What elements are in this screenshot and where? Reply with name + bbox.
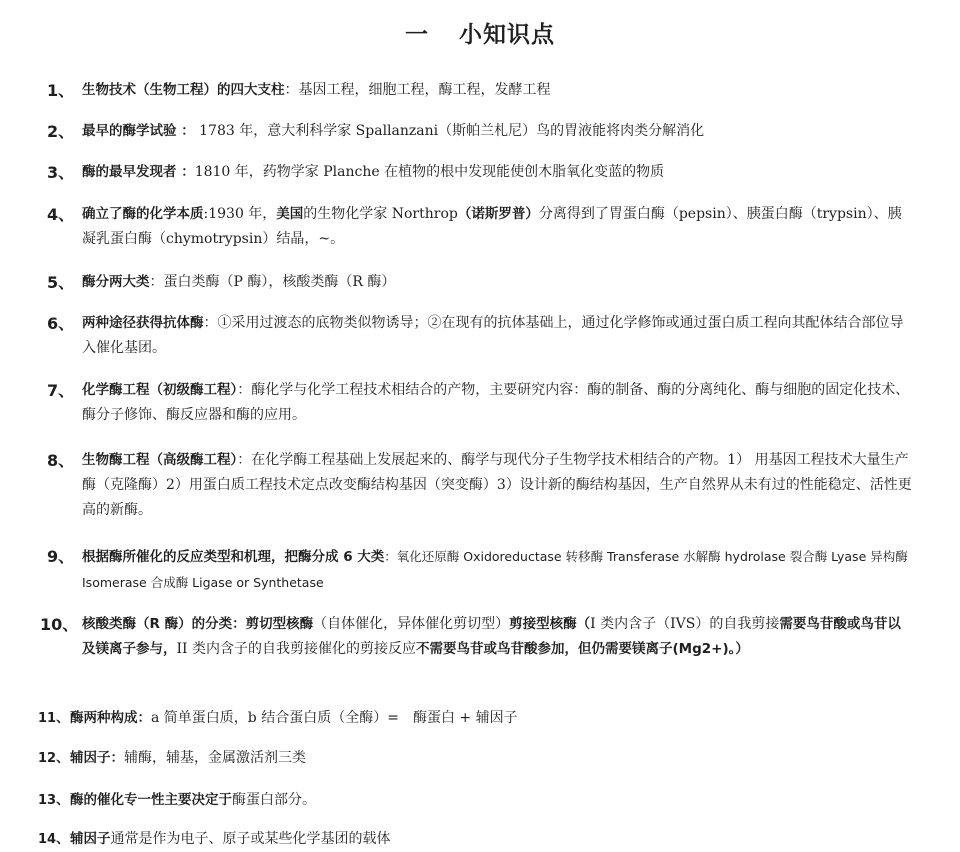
list-item xyxy=(70,706,900,731)
list-item xyxy=(70,746,900,771)
item-text: 1783 年，意大利科学家 Spallanzani（斯帕兰札尼）鸟的胃液能将肉类分解消化 xyxy=(194,123,705,139)
item-text: 分离得到了胃蛋白酶（pepsin）、胰蛋白酶（trypsin）、胰凝乳蛋白酶（chymotrypsin）结晶，~。 xyxy=(82,206,902,247)
item-number: 7、 xyxy=(47,381,75,400)
item-emphasis: （诺斯罗普） xyxy=(457,206,539,222)
item-heading: 根据酶所催化的反应类型和机理，把酶分成 6 大类 xyxy=(82,549,385,565)
item-heading: 化学酶工程（初级酶工程） xyxy=(82,382,238,398)
item-number: 5、 xyxy=(47,273,75,292)
item-number: 8、 xyxy=(47,451,75,470)
item-number: 14、 xyxy=(38,832,70,847)
list-item xyxy=(82,311,912,361)
page-title xyxy=(0,16,960,49)
item-heading: 两种途径获得抗体酶 xyxy=(82,315,204,331)
item-text: 辅酶，辅基，金属激活剂三类 xyxy=(124,750,306,766)
list-item xyxy=(82,612,912,662)
list-item xyxy=(82,544,912,596)
item-number: 6、 xyxy=(47,314,75,333)
item-emphasis: 剪接型核酶（ xyxy=(509,616,591,632)
item-text: （自体催化，异体催化剪切型） xyxy=(313,616,510,632)
item-emphasis: 不需要鸟苷或鸟苷酸参加，但仍需要镁离子(Mg2+)。） xyxy=(416,641,749,657)
item-heading: 核酸类酶（R 酶）的分类：剪切型核酶 xyxy=(82,616,314,632)
title-dash: 一 xyxy=(405,22,429,48)
item-number: 9、 xyxy=(47,547,75,566)
item-number: 2、 xyxy=(47,122,75,141)
list-item xyxy=(82,448,912,523)
item-number: 12、 xyxy=(38,751,70,766)
list-item xyxy=(82,78,912,103)
item-text: 的生物化学家 Northrop xyxy=(303,206,458,222)
item-number: 3、 xyxy=(47,163,75,182)
item-text: I 类内含子（IVS）的自我剪接 xyxy=(590,616,780,632)
list-item xyxy=(70,827,900,852)
item-number: 1、 xyxy=(47,81,75,100)
list-item xyxy=(82,378,912,428)
item-text: II 类内含子的自我剪接催化的剪接反应 xyxy=(176,641,417,657)
item-emphasis: 需要鸟苷酸或鸟苷以及镁离子参与， xyxy=(82,616,901,657)
list-item xyxy=(70,788,900,813)
item-heading: 辅因子 xyxy=(70,831,111,847)
item-text: a 简单蛋白质，b 结合蛋白质（全酶）= 酶蛋白 + 辅因子 xyxy=(151,710,518,726)
item-heading: 酶两种构成： xyxy=(70,710,151,726)
item-heading: 酶的催化专一性主要决定于 xyxy=(70,792,232,808)
item-number: 13、 xyxy=(38,793,70,808)
item-heading: 生物技术（生物工程）的四大支柱 xyxy=(82,82,285,98)
item-number: 4、 xyxy=(47,205,75,224)
item-heading: 最早的酶学试验 ： xyxy=(82,123,195,139)
item-text: ：在化学酶工程基础上发展起来的、酶学与现代分子生物学技术相结合的产物。1） 用基因工程技术大量生产酶（克隆酶）2）用蛋白质工程技术定点改变酶结构基因（突变酶）3）设计新的酶结构基因，生产自然界从未有过的性能稳定、活性更高的新酶。 xyxy=(82,452,912,518)
item-text: 通常是作为电子、原子或某些化学基团的载体 xyxy=(110,831,391,847)
item-text: ：基因工程，细胞工程，酶工程，发酵工程 xyxy=(284,82,551,98)
item-text: ：蛋白类酶（P 酶），核酸类酶（R 酶） xyxy=(149,274,396,290)
item-emphasis: 美国 xyxy=(276,206,304,222)
list-item xyxy=(82,202,912,252)
item-number: 11、 xyxy=(38,711,70,726)
item-text: 1810 年，药物学家 Planche 在植物的根中发现能使创木脂氧化变蓝的物质 xyxy=(194,164,665,180)
item-heading: 酶的最早发现者 ： xyxy=(82,164,195,180)
item-text: 酶蛋白部分。 xyxy=(232,792,316,808)
item-text: ：氧化还原酶 Oxidoreductase 转移酶 Transferase 水解酶 hydrolase 裂合酶 Lyase 异构酶 Isomerase 合成酶 Ligase or Synthetase xyxy=(82,549,908,590)
item-heading: 酶分两大类 xyxy=(82,274,150,290)
item-text: :1930 年， xyxy=(203,206,277,222)
title-text: 小知识点 xyxy=(459,22,555,48)
item-heading: 确立了酶的化学本质 xyxy=(82,206,204,222)
item-heading: 辅因子： xyxy=(70,750,124,766)
list-item xyxy=(82,270,912,295)
list-item xyxy=(82,160,912,185)
item-heading: 生物酶工程（高级酶工程） xyxy=(82,452,238,468)
item-number: 10、 xyxy=(40,615,79,634)
list-item xyxy=(82,119,912,144)
item-text: ：酶化学与化学工程技术相结合的产物，主要研究内容：酶的制备、酶的分离纯化、酶与细胞的固定化技术、酶分子修饰、酶反应器和酶的应用。 xyxy=(82,382,910,423)
item-text: ：①采用过渡态的底物类似物诱导；②在现有的抗体基础上，通过化学修饰或通过蛋白质工程向其配体结合部位导入催化基团。 xyxy=(82,315,904,356)
